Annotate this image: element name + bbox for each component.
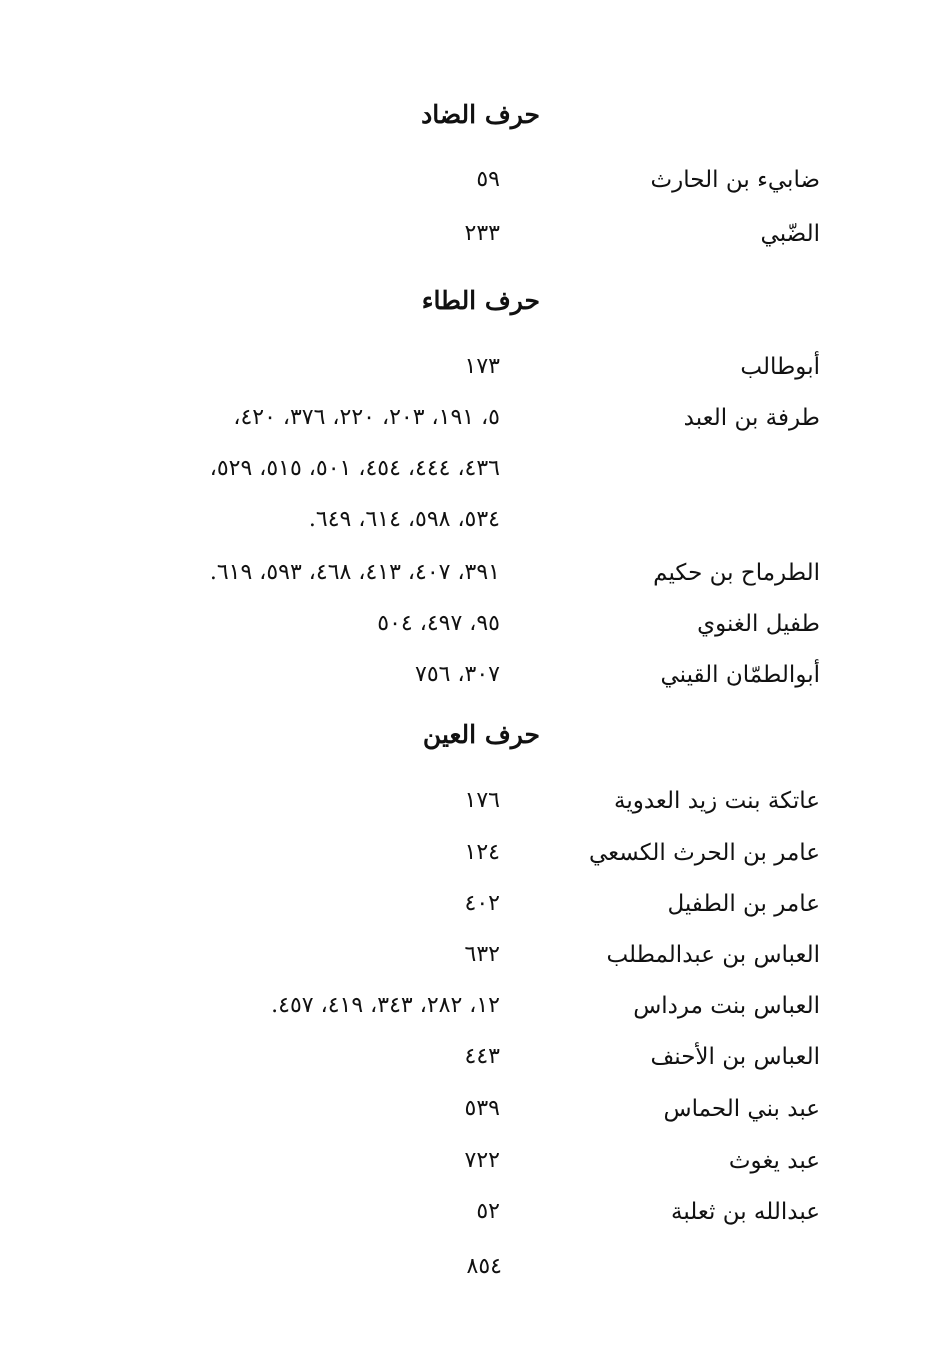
- section-heading-ain: حرف العين: [422, 720, 540, 749]
- entry-pages: ١٧٣: [464, 354, 500, 379]
- entry-pages: ١٢٤: [464, 840, 500, 865]
- entry-pages: ٥، ١٩١، ٢٠٣، ٢٢٠، ٣٧٦، ٤٢٠،: [233, 405, 500, 430]
- entry-name: عامر بن الطفيل: [667, 891, 820, 917]
- section-heading-dad: حرف الضاد: [421, 100, 540, 129]
- entry-name: أبوالطمّان القيني: [660, 662, 820, 688]
- entry-pages-continued: ٥٣٤، ٥٩٨، ٦١٤، ٦٤٩.: [308, 507, 500, 532]
- page-number: ٨٥٤: [466, 1254, 502, 1279]
- entry-name: عبدالله بن ثعلبة: [671, 1199, 820, 1225]
- entry-pages: ١٢، ٢٨٢، ٣٤٣، ٤١٩، ٤٥٧.: [271, 993, 500, 1018]
- entry-pages: ٦٣٢: [464, 942, 500, 967]
- entry-pages: ٤٠٢: [464, 891, 500, 916]
- entry-name: طرفة بن العبد: [683, 405, 820, 431]
- entry-name: الضّبي: [760, 221, 820, 247]
- entry-name: العباس بن الأحنف: [650, 1044, 820, 1070]
- entry-pages: ٤٤٣: [464, 1044, 500, 1069]
- entry-name: الطرماح بن حكيم: [653, 560, 820, 586]
- entry-name: عبد يغوث: [728, 1148, 820, 1174]
- entry-name: عامر بن الحرث الكسعي: [588, 840, 820, 866]
- section-heading-ta: حرف الطاء: [421, 286, 540, 315]
- entry-name: العباس بن عبدالمطلب: [606, 942, 820, 968]
- entry-pages: ٣٠٧، ٧٥٦: [415, 662, 500, 687]
- entry-pages: ٥٩: [476, 167, 500, 192]
- entry-name: ضابيء بن الحارث: [650, 167, 820, 193]
- entry-name: عاتكة بنت زيد العدوية: [613, 788, 820, 814]
- entry-pages: ٣٩١، ٤٠٧، ٤١٣، ٤٦٨، ٥٩٣، ٦١٩.: [209, 560, 500, 585]
- entry-name: طفيل الغنوي: [697, 611, 820, 637]
- entry-pages: ٥٣٩: [464, 1096, 500, 1121]
- entry-pages: ٥٢: [476, 1199, 500, 1224]
- entry-pages: ١٧٦: [464, 788, 500, 813]
- entry-pages: ٢٣٣: [464, 221, 500, 246]
- entry-pages-continued: ٤٣٦، ٤٤٤، ٤٥٤، ٥٠١، ٥١٥، ٥٢٩،: [209, 456, 500, 481]
- entry-name: العباس بنت مرداس: [633, 993, 820, 1019]
- entry-name: أبوطالب: [740, 354, 820, 380]
- entry-name: عبد بني الحماس: [663, 1096, 820, 1122]
- entry-pages: ٧٢٢: [464, 1148, 500, 1173]
- entry-pages: ٩٥، ٤٩٧، ٥٠٤: [377, 611, 500, 636]
